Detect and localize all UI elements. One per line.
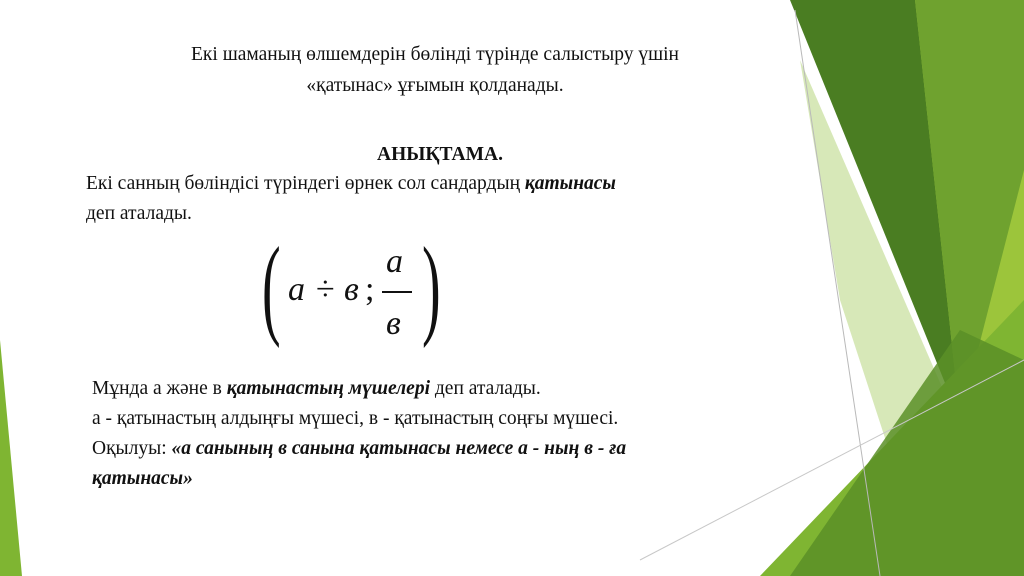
intro-line-1: Екі шаманың өлшемдерін бөлінді түрінде салыстыру үшін: [191, 44, 679, 65]
formula-numerator: а: [386, 243, 403, 280]
explanation-line-3: [92, 436, 626, 462]
explanation-term: қатынастың мүшелері: [226, 378, 430, 399]
formula-b: в: [344, 271, 359, 308]
reading-text: «а санының в санына қатынасы немесе а - ның в - ға: [171, 438, 627, 459]
explanation-line-1-end: деп аталады.: [430, 378, 541, 399]
formula-semicolon: ;: [365, 271, 375, 308]
explanation-line-1-start: Мұнда а және в: [92, 378, 227, 399]
formula-a: а: [288, 271, 305, 308]
formula-left-paren: (: [262, 225, 281, 349]
formula-right-paren: ): [422, 225, 441, 349]
ratio-formula: [262, 225, 442, 349]
definition-line-2: деп аталады.: [86, 203, 192, 224]
definition-heading: АНЫҚТАМА.: [376, 144, 504, 165]
formula-denominator: в: [386, 305, 401, 342]
reading-label: Оқылуы:: [92, 438, 172, 459]
formula-fraction-bar: [382, 291, 412, 293]
formula-divide: ÷: [316, 271, 335, 308]
explanation-line-2: а - қатынастың алдыңғы мүшесі, в - қатынастың соңғы мүшесі.: [92, 408, 619, 429]
explanation-line-4: қатынасы»: [92, 468, 193, 489]
definition-term: қатынасы: [524, 173, 616, 194]
explanation-line-1: [92, 376, 541, 402]
left-green-stripe: [0, 340, 22, 576]
definition-line-1: [86, 171, 616, 197]
intro-line-2: «қатынас» ұғымын қолданады.: [306, 75, 564, 96]
definition-line-1-text: Екі санның бөліндісі түріндегі өрнек сол сандардың: [86, 173, 525, 194]
